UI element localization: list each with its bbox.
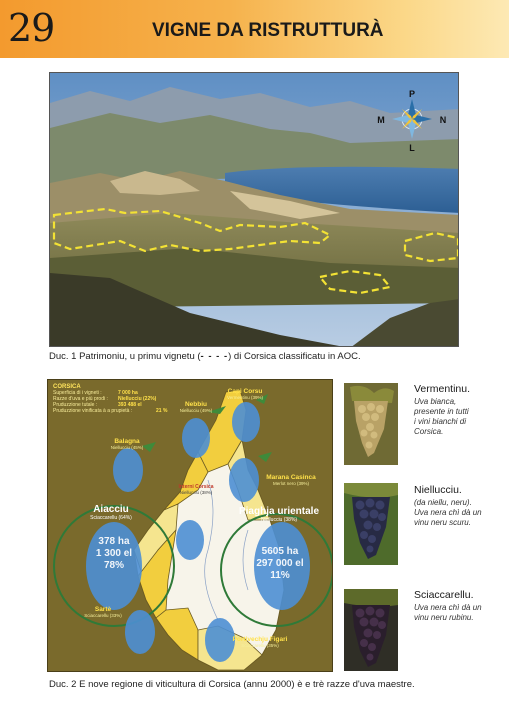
niellucciu-title: Niellucciu. — [414, 484, 462, 496]
vermentinu-photo — [344, 383, 398, 465]
landscape-photo — [49, 72, 459, 347]
region-aiacciu: Aiacciu Sciaccarellu (64%) — [90, 504, 132, 521]
page-number: 29 — [8, 6, 55, 50]
region-sarte: Sartè Sciaccarellu (33%) — [84, 606, 122, 618]
region-interni-corsica: Interni Corsica Niellucciu (38%) — [178, 484, 214, 495]
corsica-map — [47, 379, 333, 672]
photo-caption: Duc. 1 Patrimoniu, u primu vignetu (- - - -) di Corsica classificatu in AOC. — [49, 351, 361, 362]
vermentinu-title: Vermentinu. — [414, 383, 471, 395]
sciaccarellu-cluster — [344, 589, 398, 671]
sciaccarellu-photo — [344, 589, 398, 671]
piaghja-figures: 5605 ha 297 000 el 11% — [256, 546, 304, 581]
page-header — [0, 0, 509, 58]
landscape-illustration — [50, 73, 459, 347]
region-marana-casinca: Marana Casinca Merlot nero (39%) — [266, 474, 316, 486]
vermentinu-description: Uva bianca, presente in tutti i vini bianchi di Corsica. — [414, 397, 469, 436]
region-capi-corsu: Capi Corsu Vermentinu (39%) — [226, 388, 264, 400]
svg-text:N: N — [439, 115, 447, 125]
vermentinu-cluster — [344, 383, 398, 465]
sciaccarellu-title: Sciaccarellu. — [414, 589, 474, 601]
corsica-map-illustration — [48, 380, 333, 672]
niellucciu-description: (da niellu, neru). Uva nera chì dà un vinu neru scuru. — [414, 498, 482, 527]
region-balagna: Balagna Niellucciu (45%) — [110, 438, 144, 450]
region-nebbiu: Nebbiu Niellucciu (49%) — [179, 401, 213, 413]
niellucciu-cluster — [344, 483, 398, 565]
sciaccarellu-description: Uva nera chì dà un vinu neru rubinu. — [414, 603, 482, 622]
page-title: VIGNE DA RISTRUTTURÀ — [152, 20, 384, 41]
region-piaghja-urientale: Piaghja urientale Niellucciu (38%) — [238, 506, 320, 523]
aiacciu-figures: 378 ha 1 300 el 78% — [95, 536, 133, 571]
niellucciu-photo — [344, 483, 398, 565]
corsica-stats: CORSICA Superficia di i vigneti : 7 000 ha Razze d'uva e più prodi : Niellucciu (22%) Pruduzzione tutale : 393 488 el Pruduzzione vinificata à a prupietà : 21 % — [53, 384, 168, 414]
svg-text:L: L — [409, 143, 415, 153]
svg-text:M: M — [377, 115, 385, 125]
region-portivechju-figari: Portivechju Figari Sciaccarellu (35%) — [232, 636, 288, 648]
svg-text:P: P — [408, 89, 416, 99]
map-caption: Duc. 2 E nove regione di viticultura di Corsica (annu 2000) è e trè razze d'uva maestre. — [49, 679, 415, 690]
